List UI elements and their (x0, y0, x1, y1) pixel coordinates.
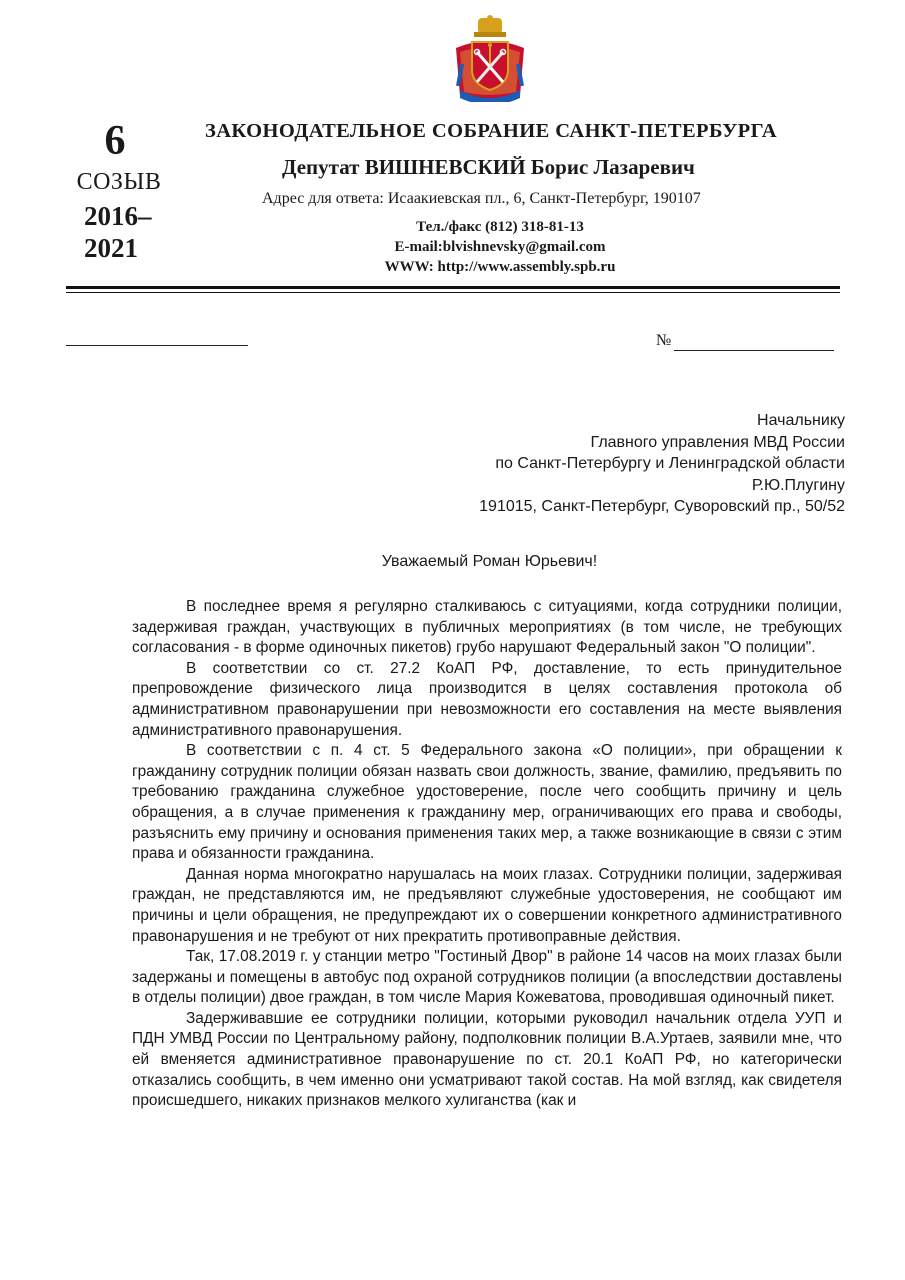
number-blank-line (674, 350, 834, 351)
body-paragraph: В соответствии со ст. 27.2 КоАП РФ, доставление, то есть принудительное препровождение физического лица производится в целях составления протокола об административном правонарушении при невозможности его составления на месте выявления административного правонарушения. (132, 659, 842, 739)
email-address: E-mail:blvishnevsky@gmail.com (394, 239, 606, 255)
convocation-years-end: 2021 (84, 233, 138, 263)
addressee-line: 191015, Санкт-Петербург, Суворовский пр., 50/52 (479, 498, 845, 515)
reply-address: Адрес для ответа: Исаакиевская пл., 6, Санкт-Петербург, 190107 (262, 190, 701, 207)
convocation-label: СОЗЫВ (76, 169, 162, 195)
letter-body (132, 597, 842, 1112)
convocation-years-start: 2016– (84, 201, 152, 231)
addressee-line: Главного управления МВД России (590, 433, 845, 451)
coat-of-arms-emblem (450, 14, 530, 102)
deputy-name: Депутат ВИШНЕВСКИЙ Борис Лазаревич (282, 155, 695, 179)
greeting: Уважаемый Роман Юрьевич! (381, 553, 598, 570)
body-paragraph: В соответствии с п. 4 ст. 5 Федерального закона «О полиции», при обращении к гражданину сотрудник полиции обязан назвать свои должность, звание, фамилию, предъявить по требованию гражданина служебное удостоверение, после чего сообщить причину и цель обращения, а в случае применения к гражданину мер, ограничивающих его права и свободы, разъяснить ему причину и основания применения таких мер, а также возникающие в связи с этим права и обязанности гражданина. (132, 742, 842, 863)
header-rule-thick (66, 286, 840, 289)
date-blank-line (66, 345, 248, 346)
addressee-line: Начальнику (757, 412, 845, 429)
addressee-line: Р.Ю.Плугину (751, 476, 845, 494)
addressee-line: по Санкт-Петербургу и Ленинградской области (495, 455, 845, 472)
phone-fax: Тел./факс (812) 318-81-13 (416, 219, 584, 235)
website: WWW: http://www.assembly.spb.ru (384, 259, 616, 275)
header-rule-thin (66, 292, 840, 293)
body-paragraph: Данная норма многократно нарушалась на моих глазах. Сотрудники полиции, задерживая граждан, не представляются им, не предъявляют служебные удостоверения, не сообщают им причины и цели обращения, не предупреждают их о совершении конкретного административного правонарушения и не требуют от них прекратить противоправные действия. (132, 865, 842, 945)
convocation-number: 6 (104, 118, 126, 164)
body-paragraph: Так, 17.08.2019 г. у станции метро "Гостиный Двор" в районе 14 часов на моих глазах были задержаны и помещены в автобус под охраной сотрудников полиции (а впоследствии доставлены в отделы полиции) двое граждан, в том числе Мария Кожеватова, проводившая одиночный пикет. (132, 948, 842, 1007)
addressee-block (479, 410, 845, 518)
number-label: № (656, 332, 672, 349)
body-paragraph: Задерживавшие ее сотрудники полиции, которыми руководил начальник отдела УУП и ПДН УМВД России по Центральному району, подполковник полиции В.А.Уртаев, заявили мне, что ей вменяется административное правонарушение по ст. 20.1 КоАП РФ, но категорически отказались сообщить, в чем именно они усматривают такой состав. На мой взгляд, как свидетеля происшедшего, никаких признаков мелкого хулиганства (как и (132, 1009, 842, 1110)
organization-title: ЗАКОНОДАТЕЛЬНОЕ СОБРАНИЕ САНКТ-ПЕТЕРБУРГА (205, 120, 777, 142)
body-paragraph: В последнее время я регулярно сталкиваюсь с ситуациями, когда сотрудники полиции, задерживая граждан, участвующих в публичных мероприятиях (в том числе, не требующих согласования - в форме одиночных пикетов) грубо нарушают Федеральный закон "О полиции". (132, 598, 842, 657)
